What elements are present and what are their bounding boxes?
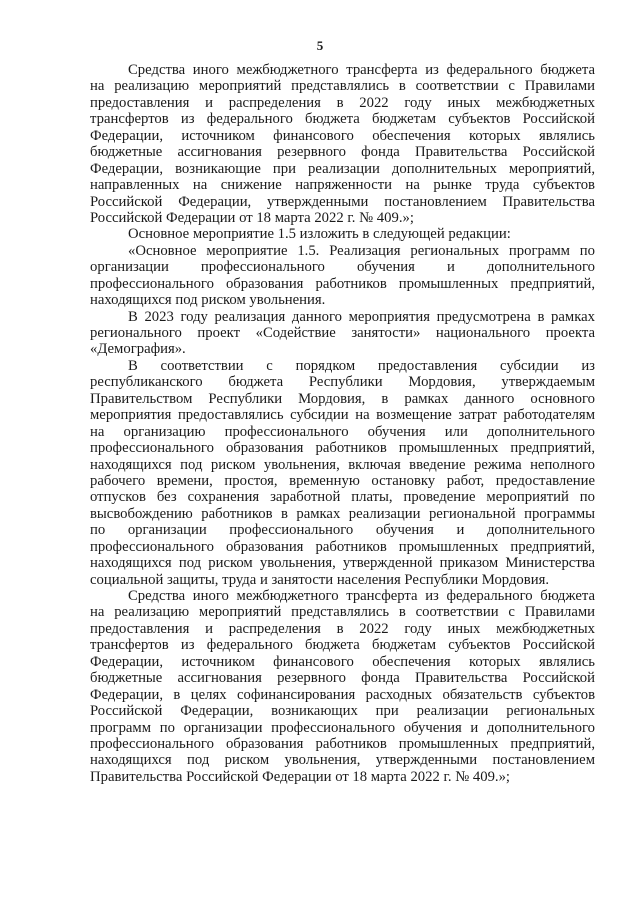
text-line: на реализацию мероприятий представлялись в соответствии с Правилами xyxy=(90,604,595,621)
text-line: отпусков без сохранения заработной платы, проведение мероприятий по xyxy=(90,489,595,506)
text-line: В соответствии с порядком предоставления субсидии из xyxy=(128,357,595,374)
text-line: находящихся под риском увольнения, утвержденными постановлением xyxy=(90,752,595,769)
text-line: Федерации, источником финансового обеспечения которых являлись xyxy=(90,127,595,144)
text-line: Основное мероприятие 1.5 изложить в следующей редакции: xyxy=(128,226,511,243)
text-line: мероприятия предоставлялись субсидии на возмещение затрат работодателям xyxy=(90,407,595,424)
text-line: Правительства Российской Федерации от 18 марта 2022 г. № 409.»; xyxy=(90,768,511,785)
text-line: Российской Федерации, возникающих при реализации региональных xyxy=(90,703,595,720)
paragraph xyxy=(90,309,595,358)
text-line: находящихся под риском увольнения, утвержденной приказом Министерства xyxy=(90,555,595,572)
text-line: бюджетные ассигнования резервного фонда Правительства Российской xyxy=(90,670,595,687)
page-number: 5 xyxy=(316,38,324,53)
text-line: трансфертов из федерального бюджета бюджетам субъектов Российской xyxy=(90,637,595,654)
text-line: профессионального образования работников промышленных предприятий, xyxy=(90,440,595,457)
text-line: профессионального образования работников промышленных предприятий, xyxy=(90,735,595,752)
paragraph xyxy=(90,62,595,226)
text-line: предоставления и распределения в 2022 году иных межбюджетных xyxy=(90,94,595,111)
text-line: Федерации, в целях софинансирования расходных обязательств субъектов xyxy=(90,686,595,703)
text-line: предоставления и распределения в 2022 году иных межбюджетных xyxy=(90,620,595,637)
text-line: Средства иного межбюджетного трансферта из федерального бюджета xyxy=(128,588,595,604)
text-line: профессионального образования работников промышленных предприятий, xyxy=(90,538,595,555)
text-line: Правительством Республики Мордовия, в рамках данного основного xyxy=(90,390,595,407)
text-line: по организации профессионального обучения и дополнительного xyxy=(90,522,595,539)
text-line: направленных на снижение напряженности на рынке труда субъектов xyxy=(90,177,595,194)
text-line: трансфертов из федерального бюджета бюджетам субъектов Российской xyxy=(90,111,595,128)
paragraph xyxy=(90,358,595,588)
text-line: Российской Федерации от 18 марта 2022 г. № 409.»; xyxy=(90,209,414,226)
text-line: социальной защиты, труда и занятости населения Республики Мордовия. xyxy=(90,571,549,588)
text-line: находящихся под риском увольнения. xyxy=(90,292,326,309)
text-line: на реализацию мероприятий представлялись в соответствии с Правилами xyxy=(90,78,595,95)
text-line: рабочего времени, простоя, временную остановку работ, предоставление xyxy=(90,472,595,489)
text-line: профессионального образования работников промышленных предприятий, xyxy=(90,275,595,292)
text-line: «Демография». xyxy=(90,341,186,358)
paragraph xyxy=(90,226,595,242)
text-line: республиканского бюджета Республики Мордовия, утверждаемым xyxy=(90,374,595,391)
text-line: Федерации, возникающие при реализации дополнительных мероприятий, xyxy=(90,160,595,177)
text-line: находящихся под риском увольнения, включая введение режима неполного xyxy=(90,456,595,473)
text-line: на организацию профессионального обучения или дополнительного xyxy=(90,423,595,440)
paragraph xyxy=(90,243,595,309)
text-line: высвобождению работников в рамках реализации региональной программы xyxy=(90,505,595,522)
text-line: Российской Федерации, утвержденными постановлением Правительства xyxy=(90,193,595,210)
text-line: регионального проект «Содействие занятости» национального проекта xyxy=(90,325,595,341)
paragraph xyxy=(90,588,595,785)
text-line: организации профессионального обучения и дополнительного xyxy=(90,259,595,276)
text-line: «Основное мероприятие 1.5. Реализация региональных программ по xyxy=(128,242,595,259)
text-line: В 2023 году реализация данного мероприятия предусмотрена в рамках xyxy=(128,308,595,325)
document-body xyxy=(90,62,595,785)
text-line: бюджетные ассигнования резервного фонда Правительства Российской xyxy=(90,144,595,161)
text-line: Средства иного межбюджетного трансферта из федерального бюджета xyxy=(128,62,595,78)
text-line: Федерации, источником финансового обеспечения которых являлись xyxy=(90,653,595,670)
text-line: программ по организации профессионального обучения и дополнительного xyxy=(90,719,595,736)
